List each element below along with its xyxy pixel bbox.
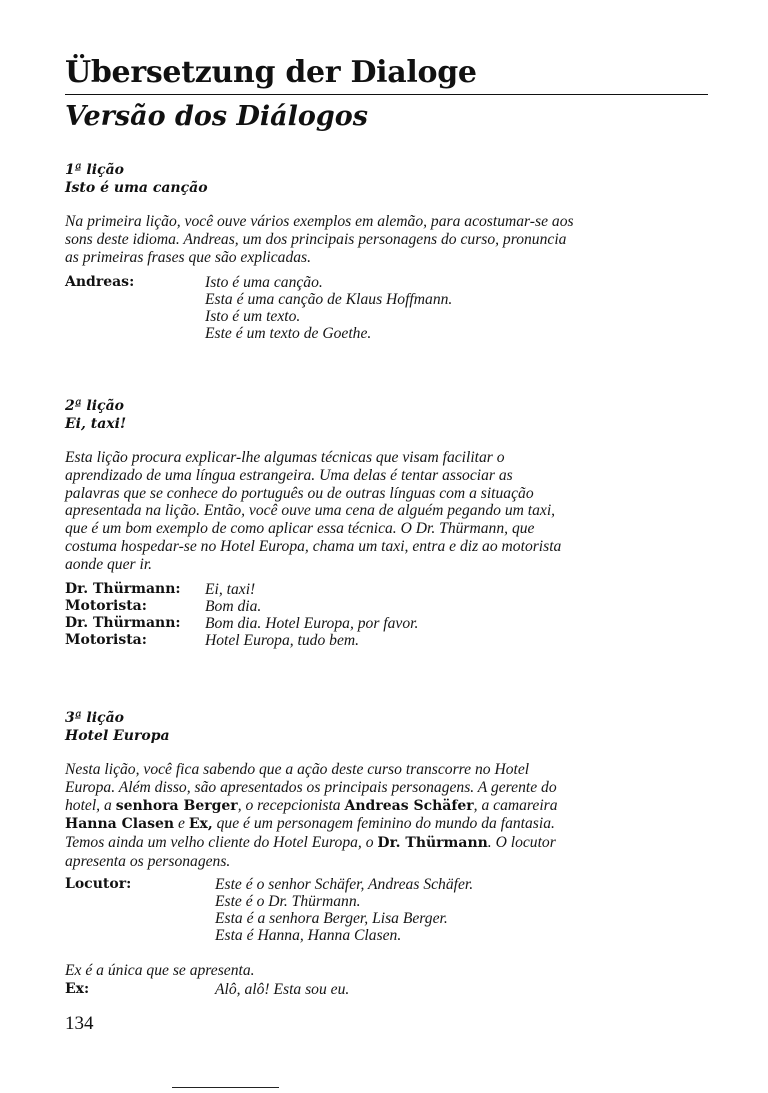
character-name: senhora Berger	[115, 797, 238, 814]
lesson-intro	[65, 213, 713, 266]
dialogue-text: Isto é uma canção.	[205, 274, 323, 291]
intro-line: Nesta lição, você fica sabendo que a ação deste curso transcorre no Hotel	[65, 761, 530, 778]
dialogue-text: Este é um texto de Goethe.	[205, 325, 372, 342]
lesson-number: 1ª lição	[65, 162, 125, 178]
dialogue-text: Este é o Dr. Thürmann.	[215, 893, 361, 910]
intro-line	[65, 797, 713, 816]
dialogue-text: Ei, taxi!	[205, 581, 256, 598]
intro-text: e	[174, 815, 189, 833]
lesson-title: Ei, taxi!	[65, 416, 127, 432]
intro-text: , a camareira	[473, 796, 558, 814]
dialogue-text: Hotel Europa, tudo bem.	[205, 632, 360, 649]
lesson-number: 2ª lição	[65, 398, 125, 414]
character-name: Andreas Schäfer	[344, 797, 474, 814]
speaker: Motorista:	[65, 598, 147, 614]
footer-rule	[172, 1087, 279, 1088]
dialogue-text: Esta é Hanna, Hanna Clasen.	[215, 927, 402, 944]
intro-line: Na primeira lição, você ouve vários exemplos em alemão, para acostumar-se aos	[65, 213, 574, 230]
dialogue-text: Alô, alô! Esta sou eu.	[215, 981, 350, 998]
intro-line	[65, 834, 713, 853]
speaker: Motorista:	[65, 632, 147, 648]
page-number: 134	[65, 1013, 94, 1034]
intro-text: Temos ainda um velho cliente do Hotel Europa, o	[65, 834, 378, 852]
speaker: Dr. Thürmann:	[65, 581, 181, 597]
intro-line: Europa. Além disso, são apresentados os principais personagens. A gerente do	[65, 778, 557, 796]
intro-line: que é um bom exemplo de como aplicar essa técnica. O Dr. Thürmann, que	[65, 520, 535, 538]
intro-line: palavras que se conhece do português ou de outras línguas com a situação	[65, 484, 534, 502]
lesson-title: Hotel Europa	[65, 728, 170, 744]
intro-text: hotel, a	[65, 796, 116, 814]
intro-text: que é um personagem feminino do mundo da fantasia.	[212, 815, 555, 833]
character-name: Dr. Thürmann	[377, 835, 488, 852]
speaker: Locutor:	[65, 876, 132, 892]
intro-line: aonde quer ir.	[65, 555, 153, 573]
dialogue-text: Esta é a senhora Berger, Lisa Berger.	[215, 910, 448, 927]
lesson-title: Isto é uma canção	[65, 180, 208, 196]
lesson-number: 3ª lição	[65, 710, 125, 726]
lesson-intro	[65, 449, 713, 574]
intro-line: apresentada na lição. Então, você ouve uma cena de alguém pegando um taxi,	[65, 502, 556, 520]
intro-line: aprendizado de uma língua estrangeira. Uma delas é tentar associar as	[65, 466, 513, 484]
intro-line	[65, 815, 713, 834]
dialogue-text: Isto é um texto.	[205, 308, 301, 325]
speaker: Ex:	[65, 981, 90, 997]
dialogue-text: Bom dia.	[205, 598, 262, 615]
intro-line: as primeiras frases que são explicadas.	[65, 248, 312, 266]
character-name: Hanna Clasen	[65, 816, 175, 833]
intro-text: . O locutor	[487, 834, 556, 852]
speaker: Andreas:	[65, 274, 135, 290]
character-name: Ex,	[188, 816, 213, 833]
intro-line: Esta lição procura explicar-lhe algumas técnicas que visam facilitar o	[65, 449, 505, 466]
dialogue-text: Este é o senhor Schäfer, Andreas Schäfer.	[215, 876, 474, 893]
dialogue-text: Esta é uma canção de Klaus Hoffmann.	[205, 291, 453, 308]
intro-line: costuma hospedar-se no Hotel Europa, chama um taxi, entra e diz ao motorista	[65, 537, 562, 555]
intro-text: , o recepcionista	[237, 796, 345, 814]
intro-line: sons deste idioma. Andreas, um dos principais personagens do curso, pronuncia	[65, 230, 567, 248]
closing-line: Ex é a única que se apresenta.	[65, 962, 255, 979]
intro-line: apresenta os personagens.	[65, 852, 231, 870]
page-title-german: Übersetzung der Dialoge	[65, 55, 477, 90]
title-divider	[65, 94, 708, 95]
dialogue-text: Bom dia. Hotel Europa, por favor.	[205, 615, 419, 632]
lesson-intro	[65, 761, 713, 871]
page-title-portuguese: Versão dos Diálogos	[65, 101, 368, 132]
speaker: Dr. Thürmann:	[65, 615, 181, 631]
